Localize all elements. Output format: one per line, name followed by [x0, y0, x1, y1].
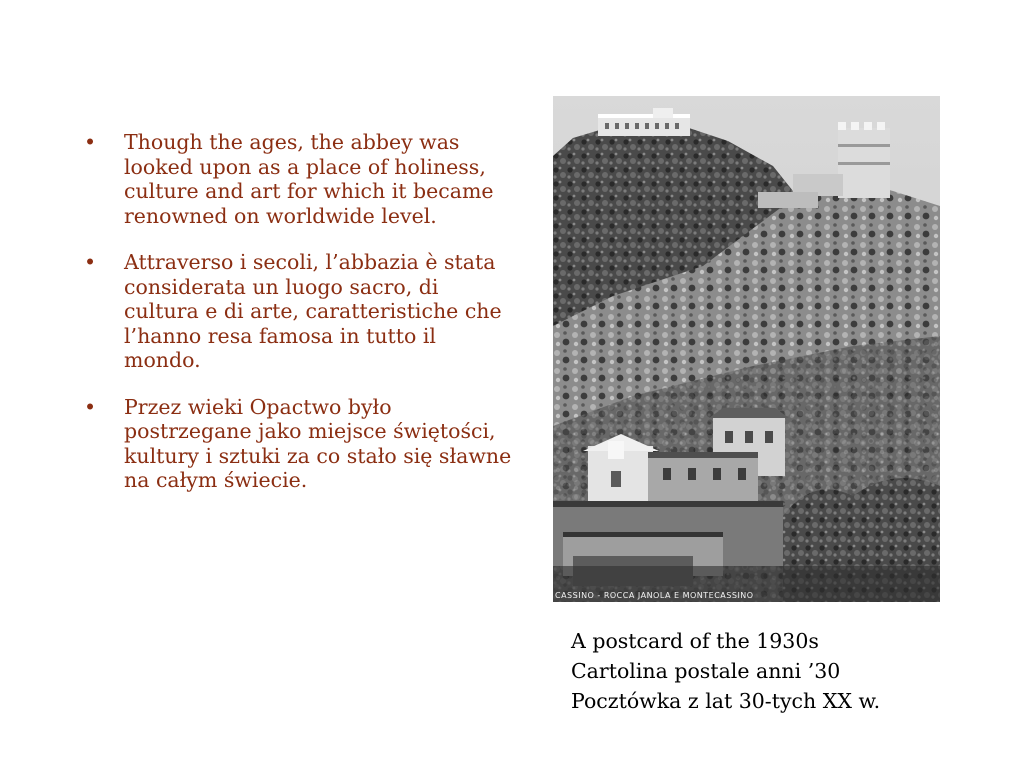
- bullet-text: Przez wieki Opactwo było postrzegane jako miejsce świętości, kultury i sztuki za co stało się sławne na całym świecie.: [124, 394, 512, 492]
- bullet-item-english: [84, 130, 514, 228]
- caption-line-polish: Pocztówka z lat 30-tych XX w.: [571, 689, 881, 713]
- bullet-item-italian: [84, 250, 514, 373]
- caption-line-italian: Cartolina postale anni ’30: [571, 659, 841, 683]
- bullet-list: [84, 130, 514, 515]
- postcard-photo-illustration: [553, 96, 940, 602]
- postcard-photo: [553, 96, 940, 602]
- bullet-text: Though the ages, the abbey was looked upon as a place of holiness, culture and art for which it became renowned on worldwide level.: [124, 130, 494, 228]
- postcard-inscription: CASSINO - ROCCA JANOLA E MONTECASSINO: [555, 591, 754, 600]
- photo-caption: [571, 626, 991, 716]
- bullet-text: Attraverso i secoli, l’abbazia è stata considerata un luogo sacro, di cultura e di arte, caratteristiche che l’hanno resa famosa in tutto il mondo.: [124, 250, 502, 372]
- bullet-dot: •: [84, 394, 97, 419]
- bullet-dot: •: [84, 250, 97, 274]
- bullet-dot: •: [84, 130, 97, 154]
- caption-line-english: A postcard of the 1930s: [571, 629, 819, 653]
- bullet-item-polish: [84, 395, 514, 493]
